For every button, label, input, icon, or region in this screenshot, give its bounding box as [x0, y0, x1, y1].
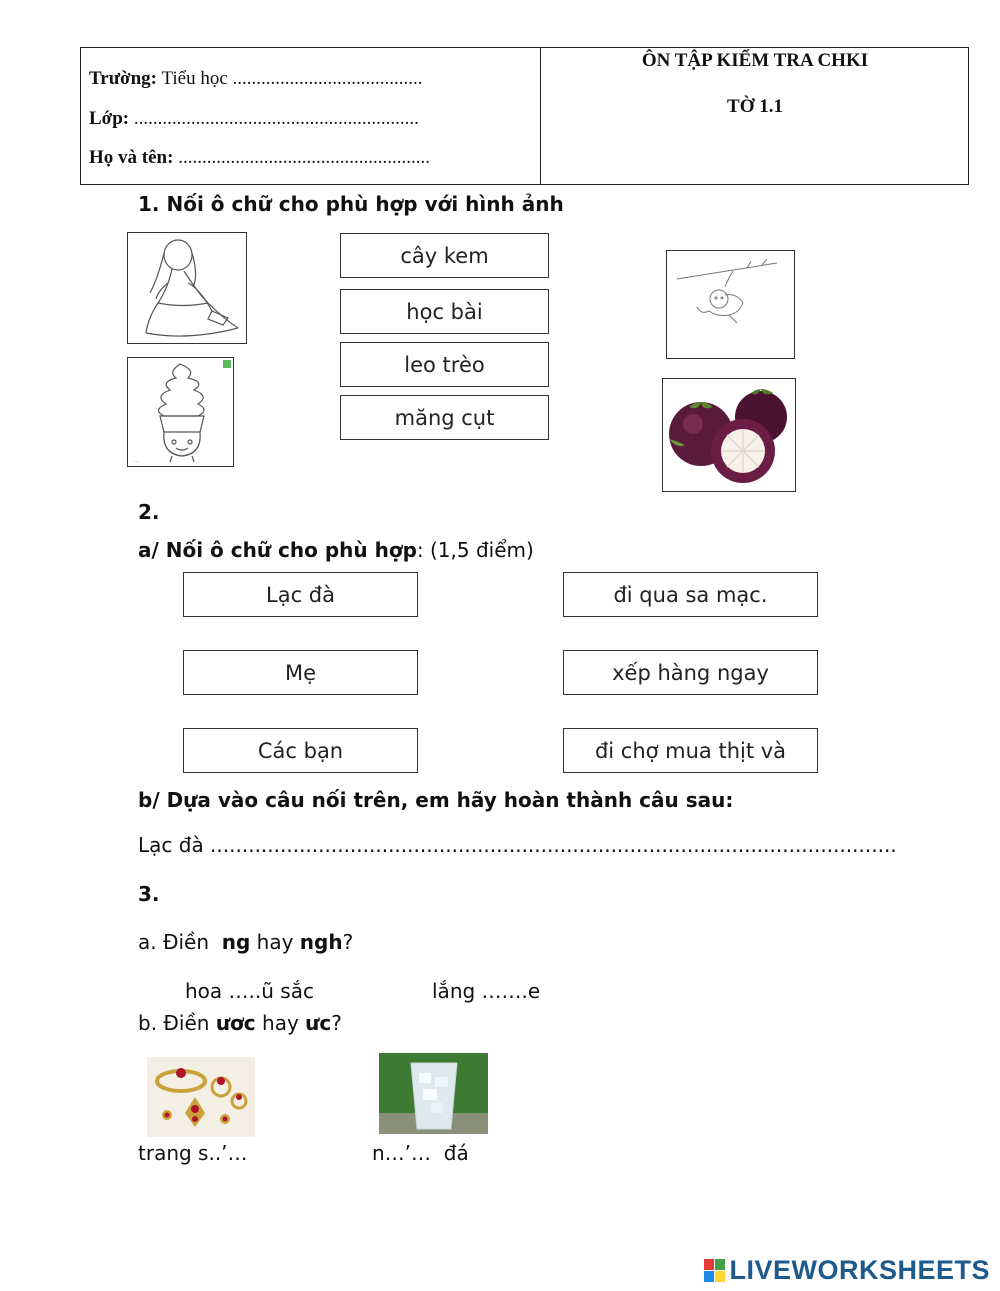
part-b-suffix: ?	[331, 1011, 342, 1035]
svg-text:...: ...	[134, 458, 139, 464]
part-b-option-uc: ưc	[305, 1011, 332, 1035]
word-box-3[interactable]: leo trèo	[340, 342, 549, 387]
ice-glass-image	[379, 1053, 488, 1134]
caption-jewelry[interactable]: trang s..’…	[138, 1141, 248, 1165]
part-a-prefix: a. Điền	[138, 930, 216, 954]
class-value: ............................................................	[133, 108, 419, 129]
girl-studying-image	[127, 232, 247, 344]
part-b-prefix: b. Điền	[138, 1011, 216, 1035]
class-line	[89, 108, 419, 130]
part-a-suffix: ?	[342, 930, 354, 954]
section2-heading: 2.	[138, 500, 160, 524]
part-a-points: : (1,5 điểm)	[416, 538, 534, 562]
fill-item-2[interactable]: lắng …….e	[432, 979, 541, 1003]
ice-cream-image	[127, 357, 234, 467]
word-box-1[interactable]: cây kem	[340, 233, 549, 278]
section3-part-b	[138, 1011, 342, 1035]
jewelry-image	[147, 1057, 255, 1137]
name-label: Họ và tên:	[89, 147, 174, 168]
word-box-2[interactable]: học bài	[340, 289, 549, 334]
school-line	[89, 68, 423, 90]
section2-part-a	[138, 538, 534, 562]
left-box-2[interactable]: Mẹ	[183, 650, 418, 695]
right-box-3[interactable]: đi chợ mua thịt và	[563, 728, 818, 773]
part-a-mid: hay	[250, 930, 300, 954]
class-label: Lớp:	[89, 108, 130, 129]
caption-ice[interactable]: n…’… đá	[372, 1141, 469, 1165]
logo-blocks-icon	[704, 1259, 725, 1282]
name-value: .....................................................	[178, 147, 430, 168]
part-b-option-uoc: ươc	[215, 1011, 256, 1035]
right-box-1[interactable]: đi qua sa mạc.	[563, 572, 818, 617]
word-box-4[interactable]: măng cụt	[340, 395, 549, 440]
section1-heading: 1. Nối ô chữ cho phù hợp với hình ảnh	[138, 192, 564, 216]
school-label: Trường:	[89, 68, 158, 89]
part-a-option-ngh: ngh	[299, 930, 343, 954]
fill-item-1[interactable]: hoa …..ũ sắc	[185, 979, 314, 1003]
monkey-climbing-image	[666, 250, 795, 359]
part-a-label: a/ Nối ô chữ cho phù hợp	[138, 538, 417, 562]
logo-text: LIVEWORKSHEETS	[729, 1255, 990, 1285]
header-table	[80, 47, 969, 185]
name-line	[89, 147, 430, 169]
part-b-mid: hay	[255, 1011, 306, 1035]
liveworksheets-logo	[704, 1255, 990, 1286]
right-box-2[interactable]: xếp hàng ngay	[563, 650, 818, 695]
section3-part-a	[138, 930, 353, 954]
section2-part-b: b/ Dựa vào câu nối trên, em hãy hoàn thành câu sau:	[138, 788, 734, 812]
worksheet-subtitle: TỜ 1.1	[727, 96, 783, 117]
part-a-option-ng: ng	[221, 930, 251, 954]
mangosteen-image	[662, 378, 796, 492]
left-box-1[interactable]: Lạc đà	[183, 572, 418, 617]
worksheet-title: ÔN TẬP KIỂM TRA CHKI	[641, 50, 869, 71]
answer-line[interactable]: Lạc đà ............................................................................................................	[138, 833, 897, 857]
left-box-3[interactable]: Các bạn	[183, 728, 418, 773]
section3-heading: 3.	[138, 882, 160, 906]
school-value: Tiểu học ........................................	[161, 68, 423, 89]
